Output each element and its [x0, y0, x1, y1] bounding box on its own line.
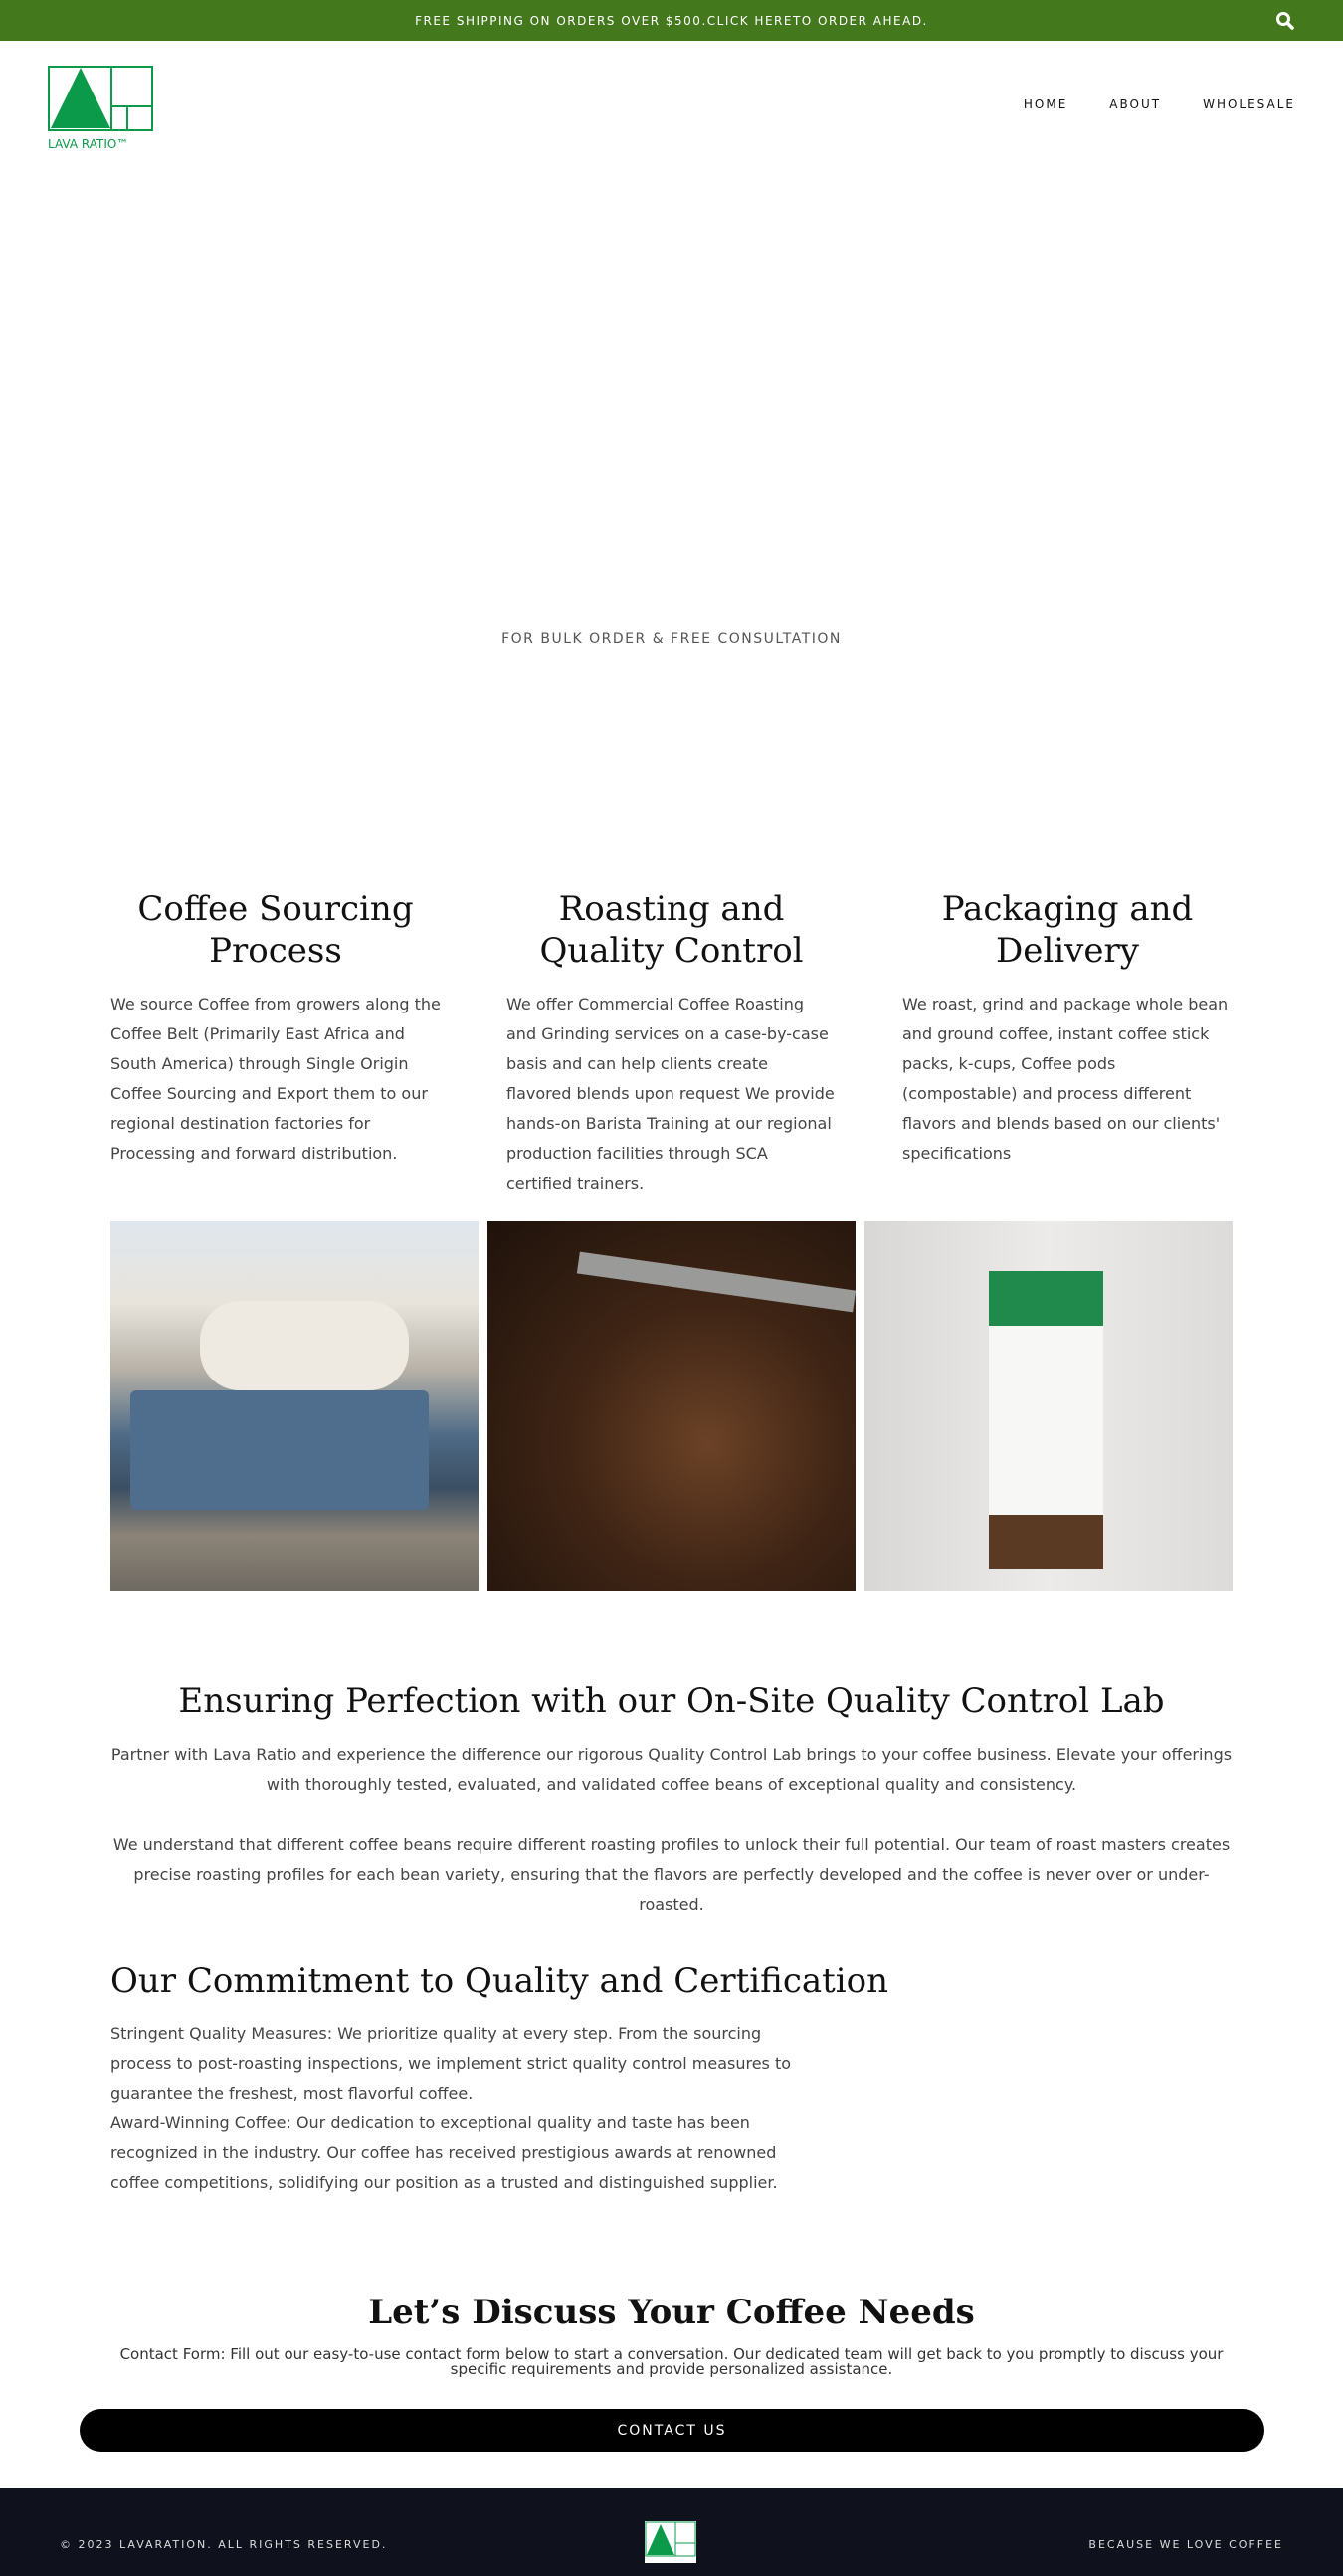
logo[interactable]	[48, 66, 153, 151]
service-title: Packaging and Delivery	[941, 889, 1194, 971]
hero-tagline: FOR BULK ORDER & FREE CONSULTATION	[501, 631, 842, 646]
service-title: Roasting and Quality Control	[539, 889, 804, 971]
contact-text: Contact Form: Fill out our easy-to-use contact form below to start a conversation. Our dedicated team will get back to you promptly to discuss your specific requirements and provide personalized assistance.	[119, 2345, 1224, 2378]
announcement-bar	[0, 0, 1343, 41]
contact-us-button[interactable]: CONTACT US	[80, 2409, 1264, 2452]
nav-wholesale[interactable]: WHOLESALE	[1203, 97, 1295, 111]
footer-slogan: BECAUSE WE LOVE COFFEE	[1088, 2538, 1283, 2551]
commitment-title: Our Commitment to Quality and Certification	[110, 1961, 889, 2001]
nav-home[interactable]: HOME	[1023, 97, 1068, 111]
packaging-photo	[864, 1221, 1233, 1591]
commitment-paragraph-2: Award-Winning Coffee: Our dedication to exceptional quality and taste has been recognized in the industry. Our coffee has received prestigious awards at renowned coffee competitions, solidifying our position as a trusted and distinguished supplier.	[110, 2114, 778, 2192]
service-text: We source Coffee from growers along the Coffee Belt (Primarily East Africa and South America) through Single Origin Coffee Sourcing and Export them to our regional destination factories for Processing and forward distribution.	[110, 995, 441, 1163]
service-sourcing	[110, 888, 441, 1169]
service-packaging	[902, 888, 1233, 1169]
footer-logo-icon[interactable]	[645, 2521, 696, 2563]
main-nav	[1024, 97, 1295, 111]
footer	[0, 2488, 1343, 2576]
lab-paragraph-1: Partner with Lava Ratio and experience the difference our rigorous Quality Control Lab brings to your coffee business. Elevate your offerings with thoroughly tested, evaluated, and validated coffee beans of exceptional quality and consistency.	[110, 1746, 1233, 1794]
commitment-body	[110, 2019, 817, 2198]
lab-title: Ensuring Perfection with our On-Site Quality Control Lab	[178, 1681, 1165, 1721]
announcement-text[interactable]: FREE SHIPPING ON ORDERS OVER $500.CLICK HERETO ORDER AHEAD.	[415, 13, 928, 28]
commitment-paragraph-1: Stringent Quality Measures: We prioritize quality at every step. From the sourcing process to post-roasting inspections, we implement strict quality control measures to guarantee the freshest, most flavorful coffee.	[110, 2024, 792, 2103]
logo-text: LAVA RATIO™	[48, 137, 129, 151]
contact-title: Let’s Discuss Your Coffee Needs	[368, 2293, 975, 2332]
service-text: We roast, grind and package whole bean and ground coffee, instant coffee stick packs, k-cups, Coffee pods (compostable) and process different flavors and blends based on our clients' specifications	[902, 995, 1229, 1163]
service-roasting	[506, 888, 837, 1198]
copyright: © 2023 LAVARATION. ALL RIGHTS RESERVED.	[60, 2538, 388, 2551]
service-text: We offer Commercial Coffee Roasting and Grinding services on a case-by-case basis and can help clients create flavored blends upon request We provide hands-on Barista Training at our regional production facilities through SCA certified trainers.	[506, 995, 835, 1193]
lab-paragraph-2: We understand that different coffee beans require different roasting profiles to unlock their full potential. Our team of roast masters creates precise roasting profiles for each bean variety, ensuring that the flavors are perfectly developed and the coffee is never over or under-roasted.	[112, 1835, 1231, 1914]
logo-mark-icon	[48, 66, 153, 131]
service-title: Coffee Sourcing Process	[137, 889, 414, 971]
truck-photo	[110, 1221, 479, 1591]
nav-about[interactable]: ABOUT	[1109, 97, 1162, 111]
search-icon[interactable]	[1275, 11, 1295, 31]
roasting-photo	[487, 1221, 856, 1591]
